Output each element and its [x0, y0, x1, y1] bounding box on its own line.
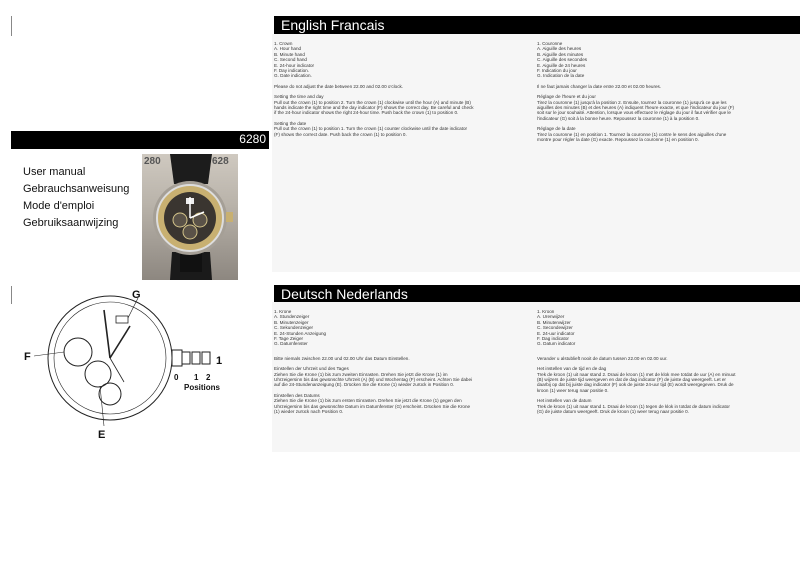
watch-diagram: [20, 286, 260, 446]
deutsch-part: C. Sekundenzeiger: [274, 325, 314, 331]
english-warning: Please do not adjust the date between 22.00 and 02.00 o'clock.: [274, 83, 404, 89]
francais-date-heading: Réglage de la date: [537, 126, 576, 132]
manual-title: Mode d'emploi: [23, 200, 95, 212]
deutsch-date-heading: Einstellen des Datums: [274, 392, 320, 398]
nederlands-part: G. Datum indicator: [537, 341, 576, 347]
deutsch-part: F. Tage Zeiger: [274, 336, 304, 342]
crop-mark-mid-left: [11, 286, 12, 304]
manual-title: User manual: [23, 166, 86, 178]
top-title-bar: [274, 16, 800, 34]
english-date-heading: Setting the date: [274, 120, 307, 126]
english-time-text: Pull out the crown (1) to position 2. Turn the crown (1) clockwise until the hour (A) and minute (B) hands indicate the right time and the day indicator (F) shows the correct day. Be careful and check if the 24-hour indicator shows the right 24-hour time. Push back the crown (1) to position 0.: [274, 99, 474, 116]
diagram-label-f: F: [24, 351, 31, 363]
english-part: G. Date indication.: [274, 73, 312, 79]
francais-column: [537, 41, 739, 148]
deutsch-time-heading: Einstellen der Uhrzeit und des Tages: [274, 366, 349, 372]
model-number: 6280: [239, 132, 266, 146]
nederlands-part: C. Secondewijzer: [537, 325, 573, 331]
bottom-title-bar: [274, 285, 800, 302]
manual-language-list: [23, 164, 129, 232]
francais-time-heading: Réglage de l'heure et du jour: [537, 94, 596, 100]
english-parts: [274, 41, 474, 79]
nederlands-part: F. Dag indicator: [537, 336, 569, 342]
english-part: B. Minute hand: [274, 51, 305, 57]
deutsch-part: 1. Krone: [274, 309, 292, 314]
diagram-positions-label: Positions: [184, 383, 221, 392]
manual-title: Gebruiksaanwijzing: [23, 217, 119, 229]
diagram-label-g: G: [132, 289, 141, 301]
nederlands-column: [537, 309, 737, 420]
francais-part: G. Indication de la date: [537, 73, 585, 79]
francais-part: E. Aiguille de 24 heures: [537, 62, 586, 68]
francais-part: C. Aiguille des secondes: [537, 57, 588, 63]
francais-part: F. Indication du jour: [537, 68, 577, 74]
english-time-heading: Setting the time and day: [274, 94, 324, 100]
model-number-bar: [11, 131, 269, 149]
deutsch-column: [274, 309, 474, 420]
nederlands-part: E. 24-uur indicator: [537, 330, 575, 336]
nederlands-time-text: Trek de kroon (1) uit naar stand 2. Draai de kroon (1) met de klok mee totdat de uur (A) en minuut (B) wijzers de juiste tijd weergeven en dat de dag indicator (F) de juiste dag weergeeft. Let er daarbij op dat bij juiste dag indicator (F) ook de juiste 24-uur tijd (E) wordt weergegeven. Druk de kroon (1) weer terug naar positie 0.: [537, 371, 736, 393]
english-part: 1. Crown: [274, 41, 293, 46]
english-date-text: Pull out the crown (1) to position 1. Turn the crown (1) counter clockwise until the date indicator (F) shows the correct date. Push back the crown (1) to position 0.: [274, 126, 468, 137]
english-part: E. 24-hour indicator: [274, 62, 315, 68]
deutsch-time-text: Ziehen Sie die Krone (1) bis zum zweiten Einrasten. Drehen Sie jetzt die Krone (1) im Uhrzeigersinn bis das gewünschte Uhrzeit (A) (B) und Wochentag (F) erscheint. Achten Sie dabei auf die 24-Stundenanzeigung (E). Drücken Sie die Krone (1) wieder zurück in Position 0.: [274, 371, 473, 388]
deutsch-parts: [274, 309, 474, 347]
watch-illustration: [142, 154, 238, 280]
deutsch-warning: Bitte niemals zwischen 22.00 und 02.00 Uhr das Datum Einstellen.: [274, 355, 410, 361]
nederlands-parts: [537, 309, 737, 347]
nederlands-part: B. Minutenwijzer: [537, 319, 571, 325]
diagram-subdial-day: [64, 338, 92, 366]
deutsch-part: E. 24-Stunden Anzeigung: [274, 330, 327, 336]
francais-part: A. Aiguille des heures: [537, 46, 582, 52]
nederlands-time-heading: Het instellen van de tijd en de dag: [537, 366, 607, 372]
diagram-crown: [172, 350, 182, 366]
photo-label-left: 280: [144, 156, 161, 167]
francais-time-text: Tirez la couronne (1) jusqu'à la position 2. Ensuite, tournez la couronne (1) jusqu'à ce que les aiguilles des minutes (B) et des heures (A) indiquent l'heure exacte, et que l'indicateur du jour (F) soit sur le jour souhaité. Attention, lorsque vous effectuez le réglage du jour il faut vérifier que le l'indicateur (G) soit à la bonne heure. Repoussez la couronne (1) à la position 0.: [537, 99, 735, 121]
francais-warning: Il ne faut jamais changer la date entre 22.00 et 02.00 heures.: [537, 83, 662, 89]
francais-part: B. Aiguille des minutes: [537, 51, 584, 57]
deutsch-part: G. Datumfenster: [274, 341, 308, 347]
diagram-position-1: 1: [194, 373, 199, 382]
diagram-label-crown: 1: [216, 355, 223, 367]
deutsch-date-text: Ziehen Sie die Krone (1) bis zum ersten Einrasten. Drehen Sie jetzt die Krone (1) gegen den Uhrzeigersinn bis das gewünschte Datum im Datumfenster (G) erscheint. Drücken Sie die Krone (1) wieder zurück nach Position 0.: [274, 398, 471, 415]
nederlands-part: A. Urenwijzer: [537, 314, 565, 320]
nederlands-part: 1. Kroon: [537, 309, 555, 314]
english-part: A. Hour hand: [274, 46, 302, 52]
deutsch-part: A. Stundenzeiger: [274, 314, 310, 320]
diagram-subdial-seconds: [99, 383, 121, 405]
diagram-label-e: E: [98, 429, 106, 441]
bottom-title: Deutsch Nederlands: [281, 286, 408, 302]
nederlands-date-text: Trek de kroon (1) uit naar stand 1. Draai de kroon (1) tegen de klok in totdat de datum indicator (G) de juiste datum weergeeft. Druk de kroon (1) weer terug naar positie 0.: [537, 403, 730, 415]
crop-mark-top-left: [11, 16, 12, 36]
watch-photo: [142, 154, 238, 280]
francais-part: 1. Couronne: [537, 41, 563, 46]
english-column: [274, 41, 474, 142]
nederlands-warning: Verander u alstublieft nooit de datum tussen 22.00 en 02.00 uur.: [537, 355, 668, 361]
diagram-position-0: 0: [174, 373, 179, 382]
deutsch-part: B. Minutenzeiger: [274, 319, 309, 325]
nederlands-date-heading: Het instellen van de datum: [537, 398, 592, 404]
english-part: C. Second hand: [274, 57, 307, 63]
francais-date-text: Tirez la couronne (1) en position 1. Tournez la couronne (1) contre le sens des aiguilles d'une montre pour régler la date (G) exacte. Repoussez la couronne (1) en position 0.: [537, 131, 727, 143]
photo-label-right: 628: [212, 156, 229, 167]
diagram-position-2: 2: [206, 373, 211, 382]
francais-parts: [537, 41, 739, 79]
top-title: English Francais: [281, 17, 385, 33]
manual-title: Gebrauchsanweisung: [23, 183, 130, 195]
english-part: F. Day indication.: [274, 68, 309, 74]
